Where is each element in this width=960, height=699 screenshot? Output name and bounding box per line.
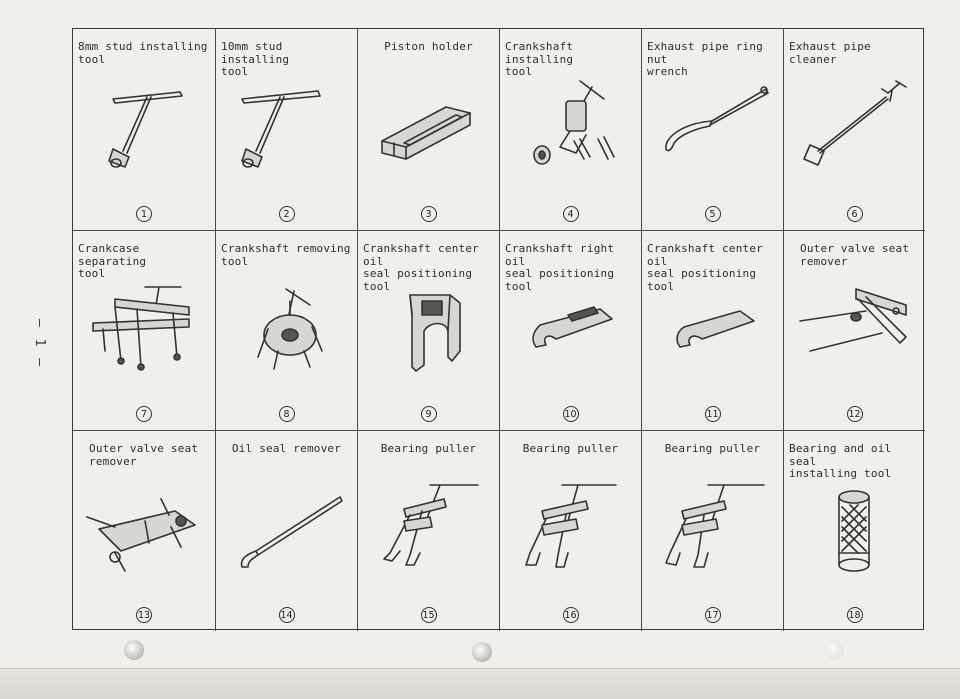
tool-cell-11	[642, 231, 784, 431]
tool-name: Oil seal remover	[231, 442, 342, 455]
tool-name: Bearing and oil seal installing tool	[789, 442, 892, 480]
tool-number: 3	[421, 206, 437, 222]
tool-number: 4	[563, 206, 579, 222]
binder-hole	[824, 640, 844, 660]
tool-cell-8	[216, 231, 358, 431]
tool-cell-15	[358, 431, 500, 631]
piston-holder-icon	[370, 79, 488, 179]
bearing-puller-icon	[370, 481, 488, 581]
binder-hole	[124, 640, 144, 660]
valve-seat-remover-icon	[85, 481, 203, 581]
tool-number: 12	[847, 406, 863, 422]
tool-name: Bearing puller	[664, 442, 761, 455]
tool-name: Crankshaft removing tool	[221, 242, 351, 268]
tool-table	[72, 28, 924, 630]
tool-cell-3	[358, 29, 500, 231]
tool-cell-18	[784, 431, 925, 631]
tool-number: 9	[421, 406, 437, 422]
tool-number: 16	[563, 607, 579, 623]
tool-number: 13	[136, 607, 152, 623]
crankshaft-installer-icon	[512, 79, 630, 179]
tool-number: 6	[847, 206, 863, 222]
tool-name: Exhaust pipe cleaner	[789, 40, 871, 66]
tool-cell-6	[784, 29, 925, 231]
tool-number: 18	[847, 607, 863, 623]
knurled-driver-icon	[796, 481, 914, 581]
hook-wrench-icon	[654, 79, 772, 179]
seal-plate-icon	[654, 281, 772, 381]
bearing-puller-icon	[512, 481, 630, 581]
tool-name: Crankcase separating tool	[78, 242, 147, 280]
tool-number: 2	[279, 206, 295, 222]
tool-number: 8	[279, 406, 295, 422]
tool-cell-1	[73, 29, 216, 231]
tool-number: 10	[563, 406, 579, 422]
tool-cell-16	[500, 431, 642, 631]
tool-number: 5	[705, 206, 721, 222]
crankcase-separator-icon	[85, 281, 203, 381]
tool-cell-9	[358, 231, 500, 431]
pipe-cleaner-icon	[796, 79, 914, 179]
tool-name: 8mm stud installing tool	[78, 40, 208, 66]
tool-cell-13	[73, 431, 216, 631]
tool-cell-14	[216, 431, 358, 631]
page-number: — 1 —	[32, 318, 48, 368]
tool-number: 17	[705, 607, 721, 623]
tool-cell-17	[642, 431, 784, 631]
tool-name: 10mm stud installing tool	[221, 40, 290, 78]
tool-name: Bearing puller	[380, 442, 477, 455]
seal-hook-icon	[228, 481, 346, 581]
tool-name: Exhaust pipe ring nut wrench	[647, 40, 763, 78]
tool-name: Bearing puller	[522, 442, 619, 455]
tool-name: Outer valve seat remover	[800, 242, 910, 268]
t-handle-socket-icon	[228, 79, 346, 179]
tool-cell-5	[642, 29, 784, 231]
tool-cell-2	[216, 29, 358, 231]
tool-name: Crankshaft installing tool	[505, 40, 574, 78]
tool-name: Crankshaft center oil seal positioning tool	[647, 242, 763, 293]
tool-cell-10	[500, 231, 642, 431]
tool-number: 1	[136, 206, 152, 222]
tool-name: Crankshaft right oil seal positioning tool	[505, 242, 615, 293]
tool-number: 7	[136, 406, 152, 422]
tool-name: Crankshaft center oil seal positioning tool	[363, 242, 479, 293]
tool-cell-7	[73, 231, 216, 431]
crankshaft-remover-icon	[228, 281, 346, 381]
tool-cell-4	[500, 29, 642, 231]
t-handle-socket-icon	[85, 79, 203, 179]
binder-hole	[472, 642, 492, 662]
seal-plate-icon	[512, 281, 630, 381]
bearing-puller-icon	[654, 481, 772, 581]
tool-number: 11	[705, 406, 721, 422]
page-bottom-edge	[0, 668, 960, 699]
tool-cell-12	[784, 231, 925, 431]
valve-seat-remover-icon	[796, 281, 914, 381]
seal-fork-icon	[370, 281, 488, 381]
tool-name: Piston holder	[384, 40, 473, 53]
tool-name: Outer valve seat remover	[89, 442, 199, 468]
tool-number: 14	[279, 607, 295, 623]
tool-number: 15	[421, 607, 437, 623]
